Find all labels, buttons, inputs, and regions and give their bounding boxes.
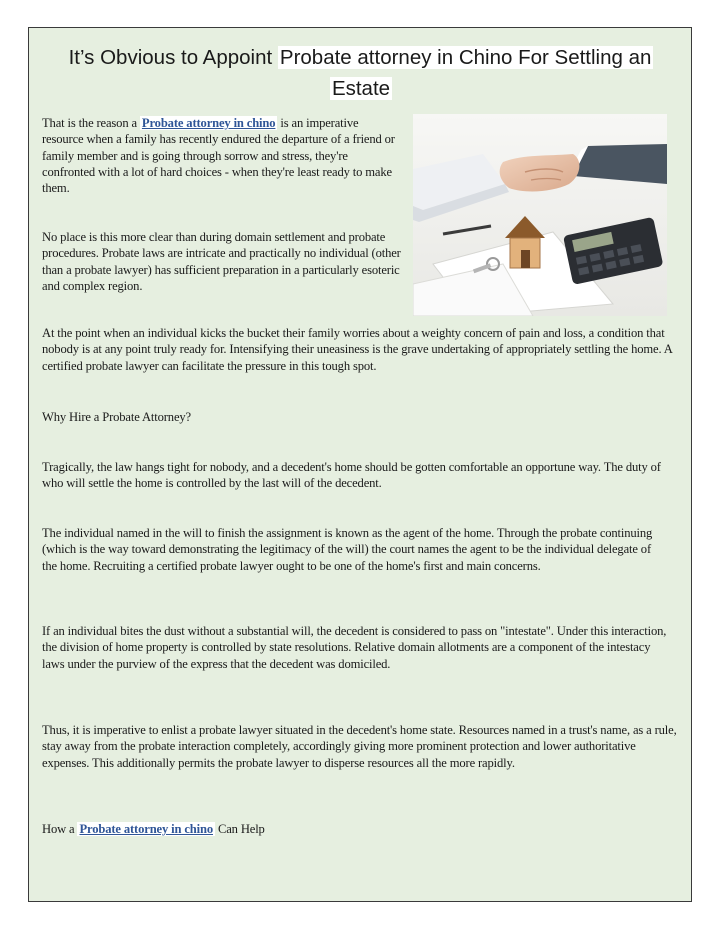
title-part-1: It’s Obvious to Appoint [68, 46, 278, 69]
handshake-photo [413, 114, 667, 316]
intro-text-end: is an imperative resource when a family has recently endured the departure of a friend or family member and is going through sorrow and stress, they're confronted with a lot of hard choices - when they're least ready to make them. [42, 116, 395, 196]
paragraph-family-worries: At the point when an individual kicks the bucket their family worries about a weighty concern of pain and loss, a condition that nobody is at any point truly ready for. Intensifying their uneasiness is the grave undertaking of appropriately settling the home. A certified probate lawyer can facilitate the pressure in this tough spot. [42, 326, 673, 373]
page-title [29, 42, 693, 104]
section-heading-why-hire: Why Hire a Probate Attorney? [42, 410, 191, 424]
paragraph-intro [42, 115, 402, 196]
title-highlight: Probate attorney in Chino For Settling an [279, 46, 652, 69]
paragraph-intestate: If an individual bites the dust without a substantial will, the decedent is considered to pass on "intestate". Under this interaction, the division of home property is controlled by state resolutions. Relative domain allotments are a component of the intestacy laws under the purview of the express that the decedent was domiciled. [42, 624, 667, 671]
paragraph-domain-settlement: No place is this more clear than during domain settlement and probate procedures. Probate laws are intricate and practically no individual (other than a probate lawyer) has sufficient preparation in a particularly esoteric and complex region. [42, 230, 401, 293]
title-highlight-line-2: Estate [331, 77, 391, 100]
paragraph-trust: Thus, it is imperative to enlist a probate lawyer situated in the decedent's home state. Resources named in a trust's name, as a rule, stay away from the probate interaction completely, accordingly giving more prominent protection and lower authoritative expenses. This additionally permits the probate lawyer to disperse resources all the more rapidly. [42, 723, 677, 770]
paragraph-agent: The individual named in the will to finish the assignment is known as the agent of the home. Through the probate continuing (which is the way toward demonstrating the legitimacy of the will) the court names the agent to be the individual delegate of the home. Recruiting a certified probate lawyer ought to be one of the home's first and main concerns. [42, 526, 653, 573]
document-page [28, 27, 692, 902]
paragraph-law-hangs: Tragically, the law hangs tight for nobody, and a decedent's home should be gotten comfortable an opportune way. The duty of who will settle the home is controlled by the last will of the decedent. [42, 460, 661, 491]
probate-attorney-link-2[interactable]: Probate attorney in chino [79, 822, 213, 836]
how-text-start: How a [42, 822, 78, 836]
intro-text-start: That is the reason a [42, 116, 140, 130]
section-heading-how-help [42, 821, 682, 837]
how-text-end: Can Help [214, 822, 265, 836]
probate-attorney-link[interactable]: Probate attorney in chino [141, 116, 276, 130]
